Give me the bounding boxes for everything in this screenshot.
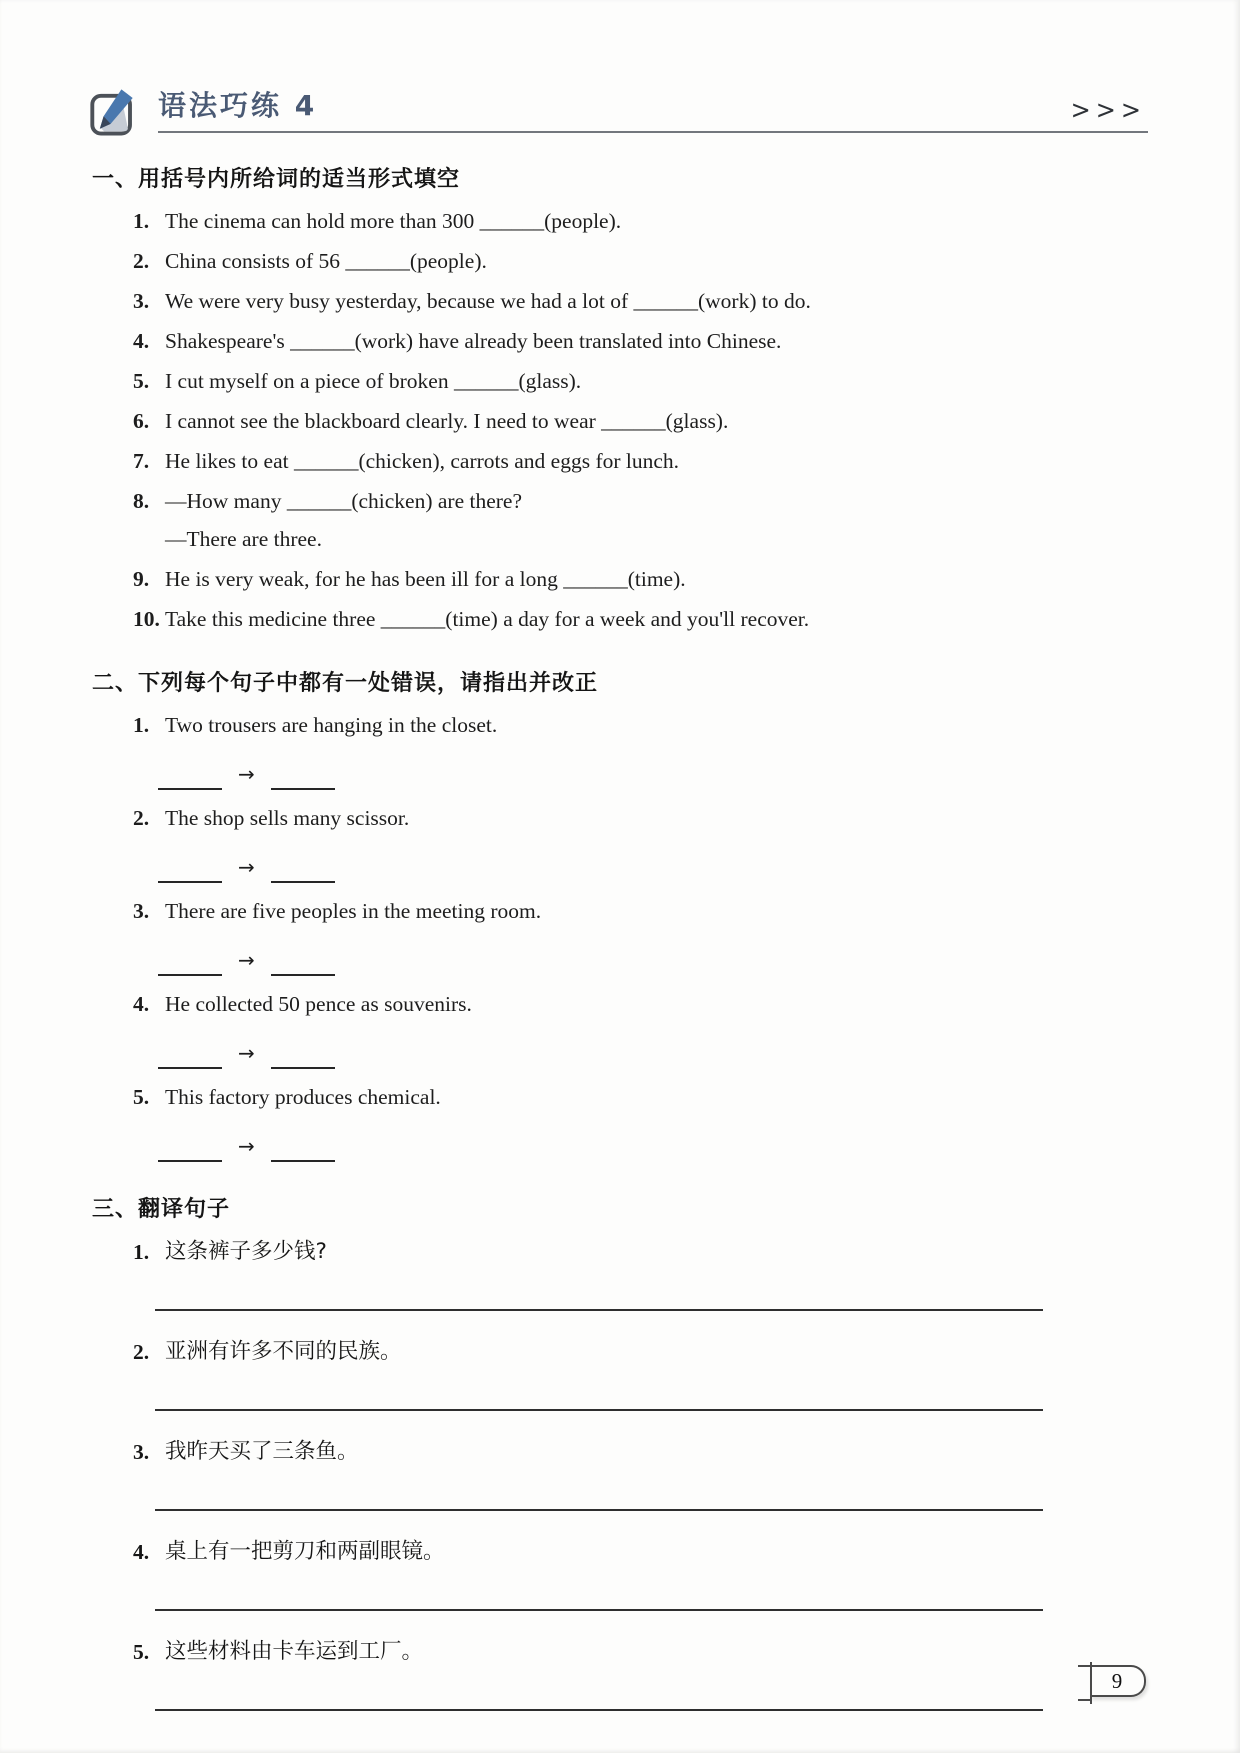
correction-blank — [271, 770, 335, 790]
sentence-number: 2. — [133, 806, 150, 830]
sentence-number: 1. — [133, 713, 150, 737]
correction-blank — [271, 956, 335, 976]
question-row — [133, 607, 1240, 632]
error-blank — [158, 863, 222, 883]
question-number: 9. — [133, 567, 150, 591]
question-number: 7. — [133, 449, 150, 473]
section3-list — [0, 1239, 1240, 1711]
pencil-edit-icon — [88, 84, 144, 140]
question-row — [133, 449, 1240, 474]
translation-number: 4. — [133, 1540, 150, 1564]
error-blank — [158, 1049, 222, 1069]
arrow-icon: → — [238, 1041, 255, 1065]
translation-answer-line — [155, 1709, 1043, 1711]
question-row — [133, 489, 1240, 514]
translation-number: 5. — [133, 1640, 150, 1664]
translation-text: 这些材料由卡车运到工厂。 — [165, 1639, 424, 1664]
translation-row — [133, 1239, 1240, 1265]
translation-number: 2. — [133, 1340, 150, 1364]
correction-blank — [271, 863, 335, 883]
sentence-number: 5. — [133, 1085, 150, 1109]
translation-row — [133, 1539, 1240, 1565]
correction-row — [158, 762, 1240, 790]
error-blank — [158, 1142, 222, 1162]
translation-row — [133, 1639, 1240, 1665]
page-number: 9 — [1111, 1668, 1123, 1693]
sentence-row — [133, 899, 1240, 924]
question-text: I cannot see the blackboard clearly. I need to wear ______(glass). — [165, 409, 729, 433]
question-text: —How many ______(chicken) are there? — [165, 489, 522, 513]
page-number-badge — [1090, 1665, 1146, 1697]
header-divider — [158, 131, 1148, 133]
arrow-icon: → — [238, 1134, 255, 1158]
question-row — [133, 369, 1240, 394]
question-number: 5. — [133, 369, 150, 393]
sentence-row — [133, 806, 1240, 831]
correction-row — [158, 948, 1240, 976]
question-text: Shakespeare's ______(work) have already been translated into Chinese. — [165, 329, 782, 353]
translation-row — [133, 1339, 1240, 1365]
section1-heading: 一、用括号内所给词的适当形式填空 — [92, 167, 461, 192]
error-blank — [158, 770, 222, 790]
question-reply-text: —There are three. — [165, 527, 322, 551]
question-row — [133, 209, 1240, 234]
sentence-text: The shop sells many scissor. — [165, 806, 410, 830]
sentence-row — [133, 1085, 1240, 1110]
sentence-row — [133, 992, 1240, 1017]
page-title: 语法巧练 4 — [158, 89, 318, 122]
correction-row — [158, 1134, 1240, 1162]
question-text: I cut myself on a piece of broken ______(glass). — [165, 369, 582, 393]
question-number: 10. — [133, 607, 160, 631]
question-number: 3. — [133, 289, 150, 313]
translation-row — [133, 1439, 1240, 1465]
translation-text: 亚洲有许多不同的民族。 — [165, 1339, 402, 1364]
question-number: 4. — [133, 329, 150, 353]
arrow-icon: → — [238, 762, 255, 786]
translation-answer-line — [155, 1409, 1043, 1411]
section3-heading: 三、翻译句子 — [92, 1197, 231, 1222]
question-number: 6. — [133, 409, 150, 433]
error-blank — [158, 956, 222, 976]
sentence-text: There are five peoples in the meeting room. — [165, 899, 542, 923]
translation-answer-line — [155, 1309, 1043, 1311]
sentence-number: 3. — [133, 899, 150, 923]
translation-answer-line — [155, 1509, 1043, 1511]
section1-list — [0, 209, 1240, 632]
sentence-text: He collected 50 pence as souvenirs. — [165, 992, 472, 1016]
translation-text: 这条裤子多少钱? — [165, 1239, 327, 1264]
sentence-row — [133, 713, 1240, 738]
translation-text: 我昨天买了三条鱼。 — [165, 1439, 359, 1464]
question-number: 8. — [133, 489, 150, 513]
question-text: He is very weak, for he has been ill for a long ______(time). — [165, 567, 686, 591]
correction-row — [158, 1041, 1240, 1069]
question-number: 1. — [133, 209, 150, 233]
question-row — [133, 329, 1240, 354]
correction-row — [158, 855, 1240, 883]
correction-blank — [271, 1049, 335, 1069]
translation-number: 1. — [133, 1240, 150, 1264]
question-number: 2. — [133, 249, 150, 273]
chevrons-icon: >>> — [1070, 94, 1146, 126]
translation-number: 3. — [133, 1440, 150, 1464]
question-text: China consists of 56 ______(people). — [165, 249, 487, 273]
question-text: The cinema can hold more than 300 ______(people). — [165, 209, 622, 233]
question-text: Take this medicine three ______(time) a day for a week and you'll recover. — [165, 607, 810, 631]
question-row — [133, 567, 1240, 592]
section2-list — [0, 713, 1240, 1162]
correction-blank — [271, 1142, 335, 1162]
question-text: He likes to eat ______(chicken), carrots and eggs for lunch. — [165, 449, 680, 473]
header — [0, 0, 1240, 140]
arrow-icon: → — [238, 948, 255, 972]
translation-answer-line — [155, 1609, 1043, 1611]
sentence-text: This factory produces chemical. — [165, 1085, 441, 1109]
section2-heading: 二、下列每个句子中都有一处错误，请指出并改正 — [92, 671, 599, 696]
translation-text: 桌上有一把剪刀和两副眼镜。 — [165, 1539, 445, 1564]
question-row — [133, 249, 1240, 274]
question-row — [133, 289, 1240, 314]
question-text: We were very busy yesterday, because we had a lot of ______(work) to do. — [165, 289, 811, 313]
arrow-icon: → — [238, 855, 255, 879]
question-row — [133, 409, 1240, 434]
header-main — [158, 84, 1148, 133]
sentence-text: Two trousers are hanging in the closet. — [165, 713, 498, 737]
sentence-number: 4. — [133, 992, 150, 1016]
